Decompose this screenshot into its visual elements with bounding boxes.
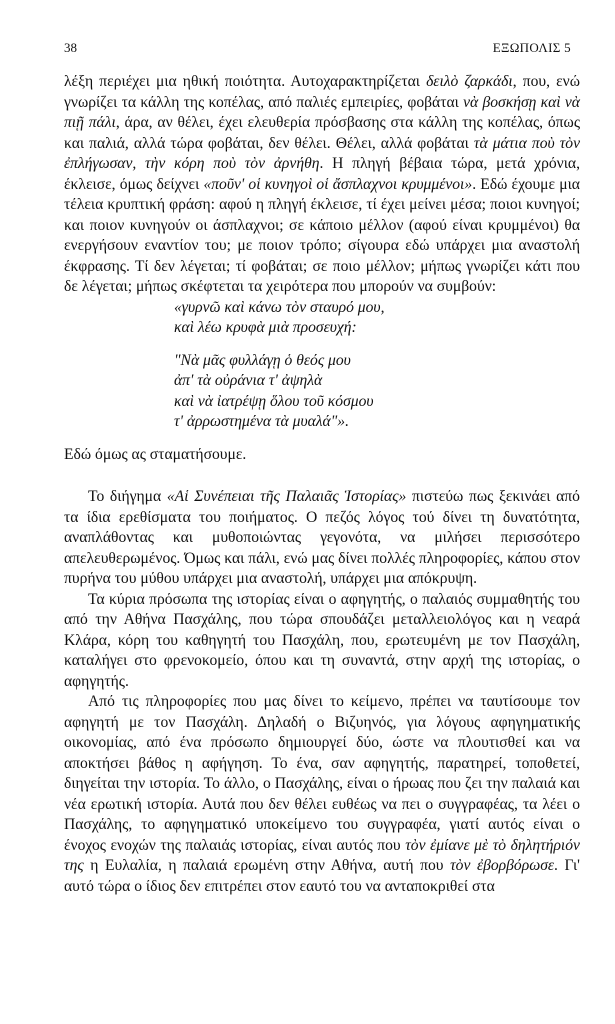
poem-line: ἀπ' τὰ οὐράνια τ' ἀψηλὰ <box>174 372 323 389</box>
paragraph-2: Το διήγημα «Αἱ Συνέπειαι τῆς Παλαιᾶς Ἱστορίας» πιστεύω πως ξεκινάει από τα ίδια ερεθίσματα του ποιήματος. Ο πεζός λόγος τού δίνει τη δυνατότητα, αναπλάθοντας και μυθοποιώντας γεγονότα, να μιλήσει περισσότερο απελευθερωμένος. Όμως και πάλι, ενώ μας δίνει πολλές πληροφορίες, κάπου στον πυρήνα του μύθου υπάρχει μια αναστολή, υπάρχει μια απόκρυψη. <box>64 488 580 587</box>
poem-stanza-2 <box>174 351 580 433</box>
poem-line: "Νὰ μᾶς φυλλάγῃ ὁ θεός μου <box>174 351 351 369</box>
quote-italic: νὰ βοσκήσῃ καὶ νὰ πιῇ πάλι <box>64 93 580 131</box>
page-header <box>64 40 571 60</box>
quote-italic: «ποῦν' οἱ κυνηγοὶ οἱ ἄσπλαχνοι κρυμμένοι» <box>203 175 473 193</box>
quote-italic: τὰ μάτια ποὺ τὸν ἐπλήγωσαν, τὴν κόρη ποὺ τὸν ἀρνήθη <box>64 134 581 172</box>
paragraph-4: Από τις πληροφορίες που μας δίνει το κείμενο, πρέπει να ταυτίσουμε τον αφηγητή με τον Πασχάλη. Δηλαδή ο Βιζυηνός, για λόγους αφηγηματικής οικονομίας, από ένα πρόσωπο δημιουργεί δύο, ώστε να πλουτισθεί και να αποκτήσει βάθος η αφήγηση. Το ένα, σαν αφηγητής, παρατηρεί, τοποθετεί, διηγείται την ιστορία. Το άλλο, ο Πασχάλης, είναι ο ήρωας που ζει την παλαιά και νέα ερωτική ιστορία. Αυτά που δεν θέλει ευθέως να πει ο συγγραφέας, τα λέει ο Πασχάλης, το αφηγηματικό υποκείμενο του συγγραφέα, γιατί αυτός είναι ο ένοχος ενοχών της παλαιάς ιστορίας, είναι αυτός που τὸν ἐμίανε μὲ τὸ δηλητήριόν της η Ευλαλία, η παλαιά ερωμένη στην Αθήνα, αυτή που τὸν ἐβορβόρωσε. Γι' αυτό τώρα ο ίδιος δεν επιτρέπει στον εαυτό του να ανταποκριθεί στα <box>64 693 580 895</box>
poem-line: τ' ἀρρωστημένα τὰ μυαλά"». <box>174 413 349 430</box>
body-text <box>64 72 580 897</box>
section-gap <box>64 465 580 487</box>
poem-stanza-1 <box>174 298 580 339</box>
poem-line: «γυρνῶ καὶ κάνω τὸν σταυρό μου, <box>174 298 385 316</box>
paragraph-3: Τα κύρια πρόσωπα της ιστορίας είναι ο αφηγητής, ο παλαιός συμμαθητής του από την Αθήνα Πασχάλης, που τώρα σπουδάζει μεταλλειολόγος και η νεαρά Κλάρα, κόρη του καθηγητή του Πασχάλη, που, ερωτευμένη με τον Πασχάλη, καταλήγει στο φρενοκομείο, όπου και τη συναντά, στην αρχή της ιστορίας, ο αφηγητής. <box>64 590 580 690</box>
closing-sentence: Εδώ όμως ας σταματήσουμε. <box>64 445 247 463</box>
story-title-italic: «Αἱ Συνέπειαι τῆς Παλαιᾶς Ἱστορίας» <box>166 488 407 505</box>
journal-running-head: ΕΞΩΠΟΛΙΣ 5 <box>492 40 571 55</box>
quote-italic: δειλὸ ζαρκάδι <box>426 73 513 90</box>
poem-line: καὶ νὰ ἰατρέψῃ ὅλου τοῦ κόσμου <box>174 392 374 410</box>
page-number: 38 <box>64 40 77 55</box>
quote-italic: τὸν ἐμίανε μὲ τὸ δηλητήριόν της <box>64 836 580 874</box>
poem-quotation <box>174 298 580 433</box>
poem-line: καὶ λέω κρυφὰ μιὰ προσευχή: <box>174 319 357 336</box>
paragraph-1: λέξη περιέχει μια ηθική ποιότητα. Αυτοχαρακτηρίζεται δειλὸ ζαρκάδι, που, ενώ γνωρίζει τα κάλλη της κοπέλας, από παλιές εμπειρίες, φοβάται νὰ βοσκήσῃ καὶ νὰ πιῇ πάλι, άρα, αν θέλει, έχει ελευθερία πρόσβασης στα κάλλη της κοπέλας, όπως και παλιά, αλλά τώρα φοβάται, δεν θέλει. Θέλει, αλλά φοβάται τὰ μάτια ποὺ τὸν ἐπλήγωσαν, τὴν κόρη ποὺ τὸν ἀρνήθη. Η πληγή βέβαια τώρα, μετά χρόνια, έκλεισε, όμως δείχνει «ποῦν' οἱ κυνηγοὶ οἱ ἄσπλαχνοι κρυμμένοι». Εδώ έχουμε μια τέλεια κρυπτική φράση: αφού η πληγή έκλεισε, τί έχει μείνει μέσα; ποιοι κυνηγοί; και ποιον κυνηγούν οι άσπλαχνοι; σε κάποιο μέλλον (αφού είναι κρυμμένοι) θα ενεργήσουν εναντίον του; με ποιον τρόπο; σίγουρα εδώ υπάρχει μια αναστολή έκφρασης. Τί δεν λέγεται; τί φοβάται; σε ποιο μέλλον; μήπως γνωρίζει κάτι που δε λέγεται; μήπως σκέφτεται τα χειρότερα που μπορούν να συμβούν: <box>64 73 581 295</box>
quote-italic: τὸν ἐβορβόρωσε <box>450 857 555 874</box>
